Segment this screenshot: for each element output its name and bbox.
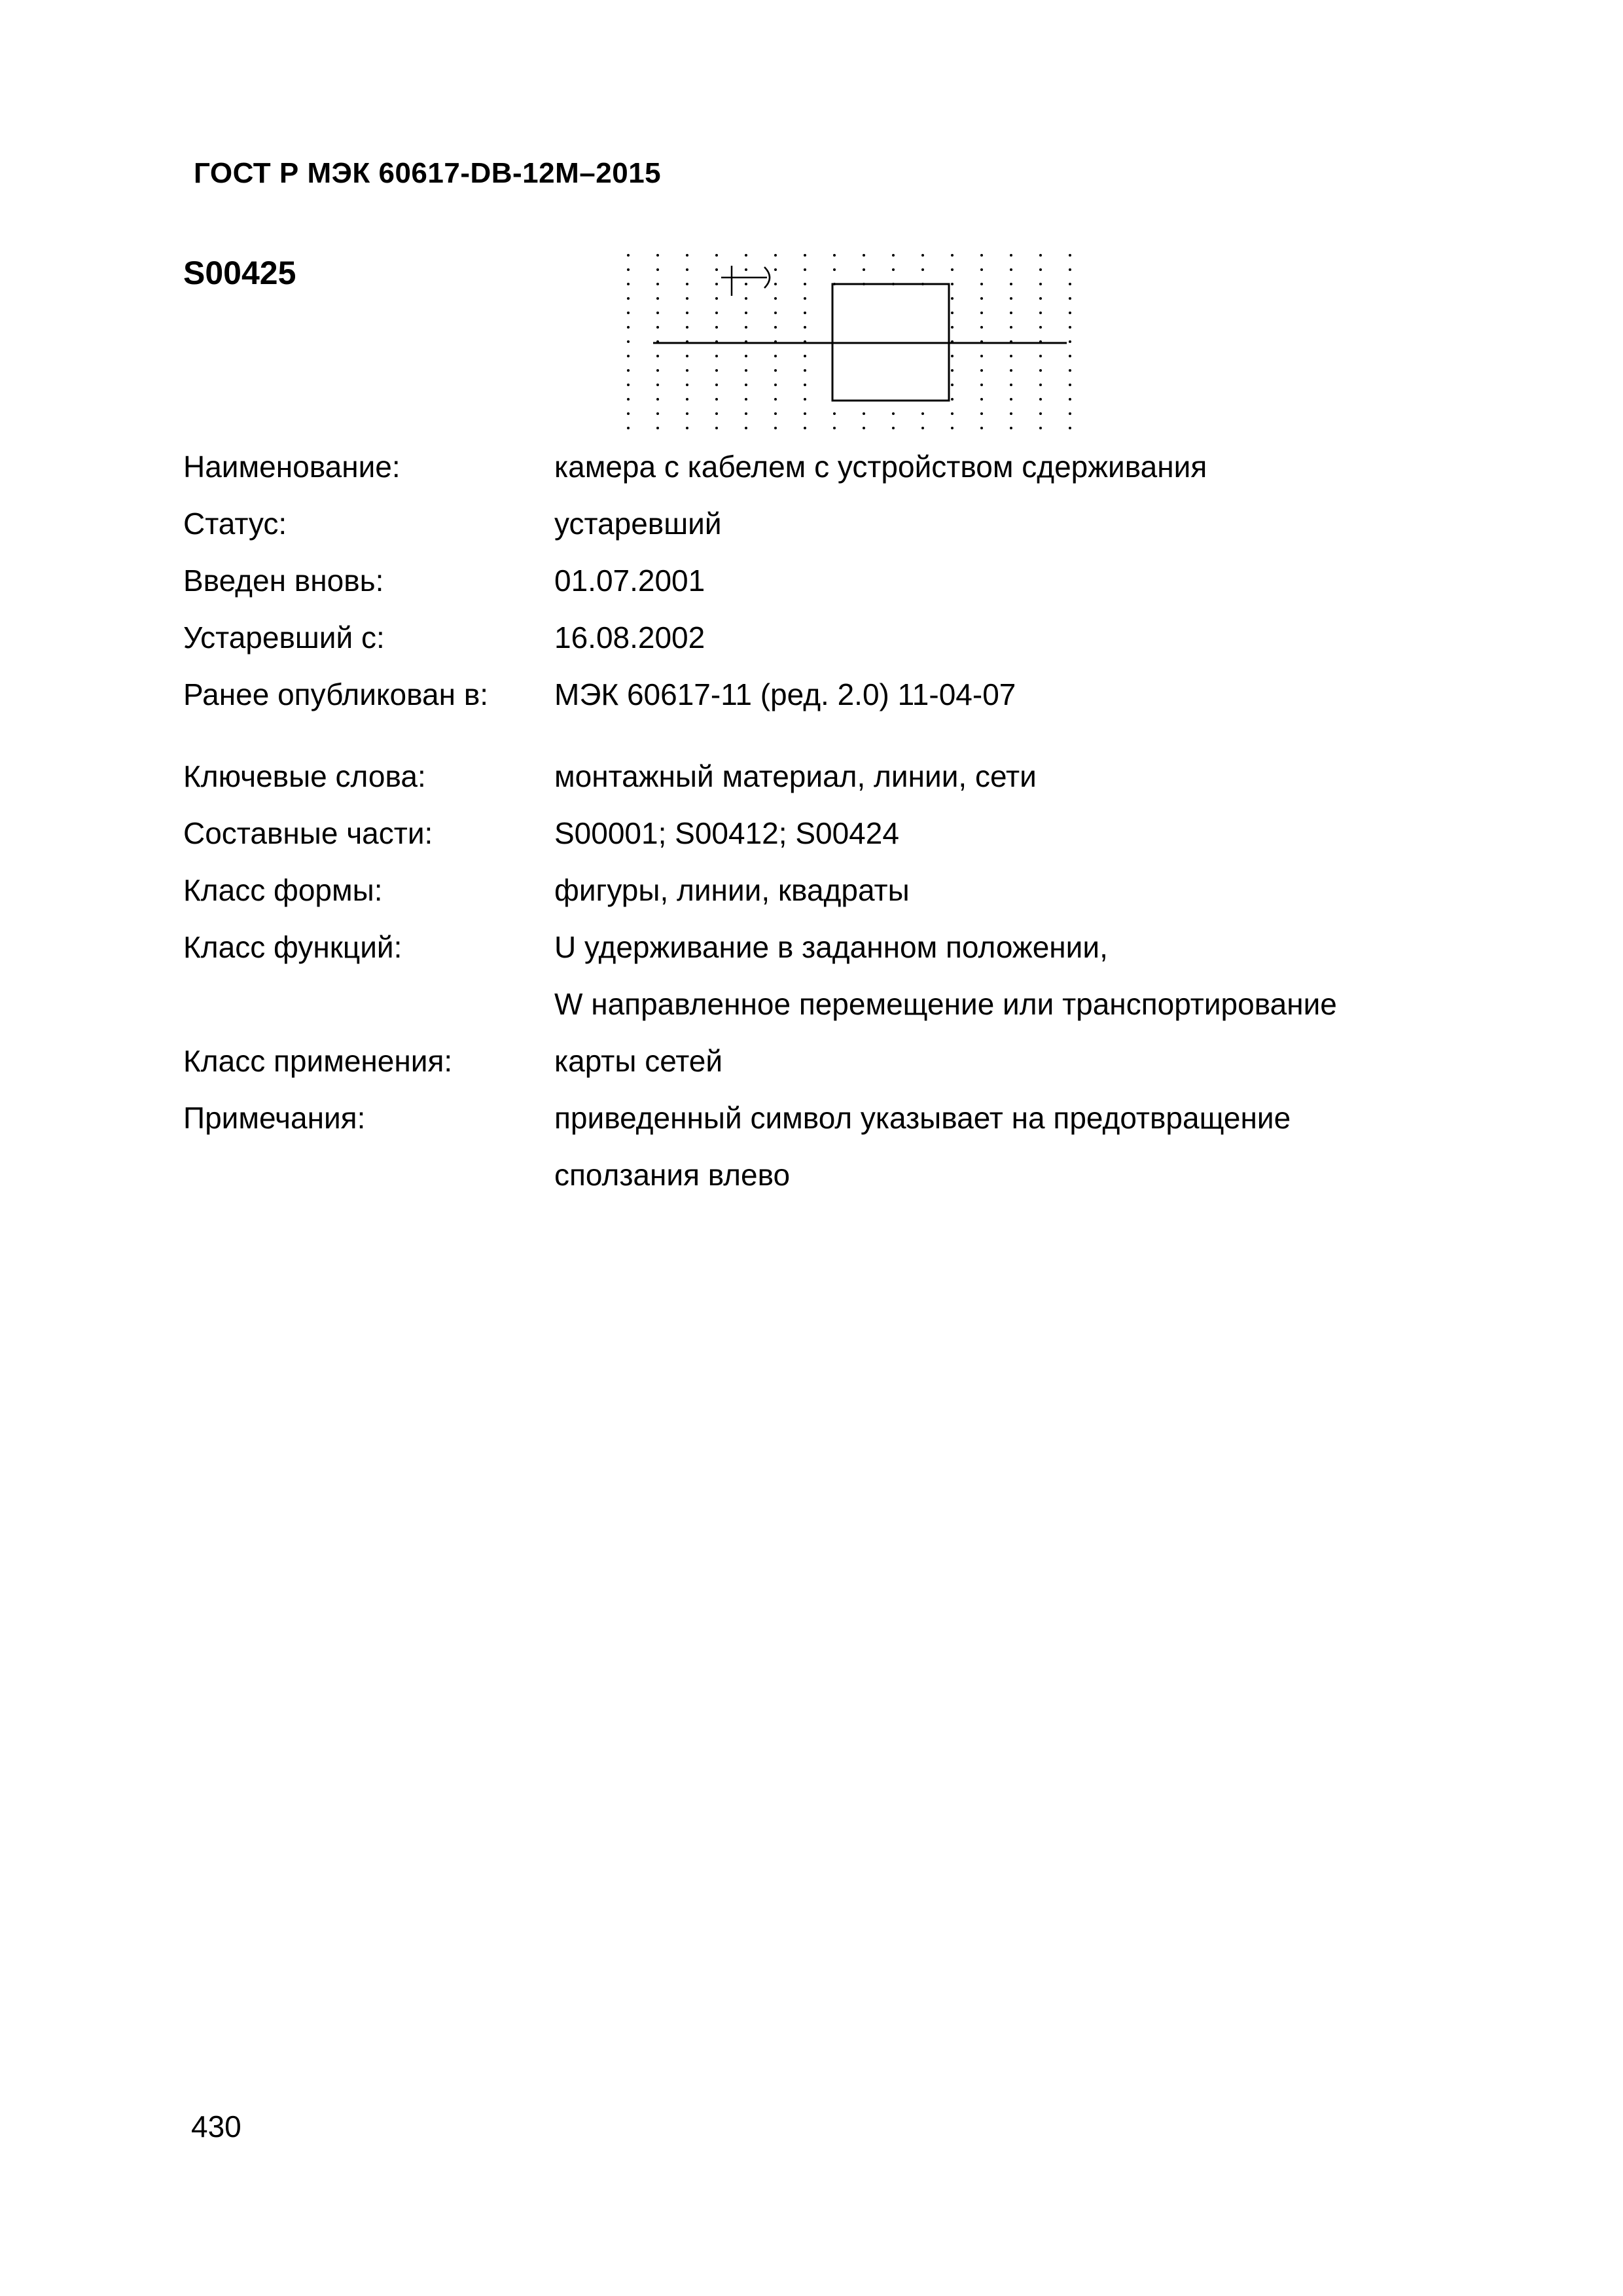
grid-dot bbox=[1039, 254, 1042, 257]
attr-value-obsolete-since: 16.08.2002 bbox=[554, 620, 705, 655]
grid-dot bbox=[1069, 312, 1071, 314]
grid-dot bbox=[980, 398, 983, 401]
grid-dot bbox=[774, 268, 777, 271]
grid-dot bbox=[745, 384, 747, 386]
grid-dot bbox=[804, 283, 806, 285]
grid-dot bbox=[656, 268, 659, 271]
grid-dot bbox=[1069, 340, 1071, 343]
grid-dot bbox=[951, 326, 954, 329]
grid-dot bbox=[1039, 412, 1042, 415]
attr-row-components bbox=[183, 805, 1492, 862]
grid-dot bbox=[774, 312, 777, 314]
grid-dot bbox=[980, 283, 983, 285]
grid-dot bbox=[804, 384, 806, 386]
grid-dot bbox=[951, 312, 954, 314]
attribute-table bbox=[183, 439, 1492, 1204]
grid-dot bbox=[1010, 268, 1012, 271]
grid-dot bbox=[892, 254, 895, 257]
grid-dot bbox=[715, 326, 718, 329]
grid-dot bbox=[804, 268, 806, 271]
grid-dot bbox=[774, 355, 777, 357]
grid-dot bbox=[627, 384, 630, 386]
grid-dot bbox=[656, 326, 659, 329]
grid-dot bbox=[951, 369, 954, 372]
grid-dot bbox=[627, 427, 630, 429]
grid-dot bbox=[686, 369, 688, 372]
page-number: 430 bbox=[191, 2109, 241, 2144]
notes-line: сползания влево bbox=[554, 1158, 791, 1192]
attr-value-introduced: 01.07.2001 bbox=[554, 564, 705, 598]
attr-value-application-class: карты сетей bbox=[554, 1044, 723, 1078]
grid-dot bbox=[921, 427, 924, 429]
grid-dot bbox=[1039, 427, 1042, 429]
grid-dot bbox=[980, 355, 983, 357]
grid-dot bbox=[1039, 312, 1042, 314]
grid-dot bbox=[715, 398, 718, 401]
grid-dot bbox=[1069, 326, 1071, 329]
grid-dot bbox=[656, 398, 659, 401]
grid-dot bbox=[627, 254, 630, 257]
grid-dot bbox=[1010, 312, 1012, 314]
grid-dot bbox=[980, 254, 983, 257]
attr-row-name bbox=[183, 439, 1492, 495]
attr-row-published-in bbox=[183, 666, 1492, 723]
grid-dot bbox=[804, 312, 806, 314]
grid-dot bbox=[656, 254, 659, 257]
function-class-line: W направленное перемещение или транспортирование bbox=[554, 987, 1337, 1021]
grid-dot bbox=[892, 268, 895, 271]
grid-dot bbox=[745, 355, 747, 357]
grid-dot bbox=[863, 412, 865, 415]
attr-value-published-in: МЭК 60617-11 (ред. 2.0) 11-04-07 bbox=[554, 677, 1016, 711]
grid-dot bbox=[1069, 283, 1071, 285]
grid-dot bbox=[686, 326, 688, 329]
notes-line: приведенный символ указывает на предотвращение bbox=[554, 1101, 1291, 1135]
grid-dot bbox=[627, 412, 630, 415]
grid-dot bbox=[1069, 427, 1071, 429]
grid-dot bbox=[804, 326, 806, 329]
grid-dot bbox=[1010, 412, 1012, 415]
grid-dot bbox=[745, 312, 747, 314]
attr-row-application-class bbox=[183, 1033, 1492, 1090]
function-class-line: U удерживание в заданном положении, bbox=[554, 930, 1108, 964]
attr-label-notes: Примечания: bbox=[183, 1101, 366, 1135]
attr-label-obsolete-since: Устаревший с: bbox=[183, 620, 385, 655]
grid-dot bbox=[1069, 297, 1071, 300]
attr-row-notes bbox=[183, 1090, 1492, 1204]
grid-dot bbox=[1069, 398, 1071, 401]
grid-dot bbox=[804, 355, 806, 357]
symbol-drawing bbox=[622, 243, 1080, 433]
grid-dot bbox=[715, 297, 718, 300]
grid-dot bbox=[804, 254, 806, 257]
attr-label-introduced: Введен вновь: bbox=[183, 564, 384, 598]
grid-dot bbox=[656, 312, 659, 314]
grid-dot bbox=[1010, 297, 1012, 300]
grid-dot bbox=[627, 398, 630, 401]
attr-row-status bbox=[183, 495, 1492, 552]
grid-dot bbox=[715, 427, 718, 429]
grid-dot bbox=[980, 312, 983, 314]
attr-value-components: S00001; S00412; S00424 bbox=[554, 816, 899, 850]
attr-value-shape-class: фигуры, линии, квадраты bbox=[554, 873, 910, 907]
grid-dot bbox=[1010, 254, 1012, 257]
grid-dot bbox=[774, 427, 777, 429]
grid-dot bbox=[951, 254, 954, 257]
grid-dot bbox=[804, 369, 806, 372]
grid-dot bbox=[774, 398, 777, 401]
grid-dot bbox=[627, 369, 630, 372]
grid-dot bbox=[656, 369, 659, 372]
attr-row-introduced bbox=[183, 552, 1492, 609]
grid-dot bbox=[686, 297, 688, 300]
grid-dot bbox=[745, 297, 747, 300]
grid-dot bbox=[745, 412, 747, 415]
grid-dot bbox=[1069, 384, 1071, 386]
grid-dot bbox=[686, 283, 688, 285]
grid-dot bbox=[804, 297, 806, 300]
grid-dot bbox=[656, 355, 659, 357]
grid-dot bbox=[863, 254, 865, 257]
grid-dot bbox=[715, 369, 718, 372]
grid-dot bbox=[892, 412, 895, 415]
grid-dot bbox=[686, 254, 688, 257]
attr-row-function-class bbox=[183, 919, 1492, 1033]
grid-dot bbox=[1069, 355, 1071, 357]
grid-dot bbox=[951, 427, 954, 429]
grid-dot bbox=[1039, 268, 1042, 271]
grid-dot bbox=[1039, 297, 1042, 300]
attr-value-function-class bbox=[554, 919, 1492, 1033]
grid-dot bbox=[980, 297, 983, 300]
grid-dot bbox=[892, 427, 895, 429]
grid-dot bbox=[715, 384, 718, 386]
grid-dot bbox=[686, 355, 688, 357]
grid-dot bbox=[1069, 268, 1071, 271]
grid-dot bbox=[833, 268, 836, 271]
standard-header: ГОСТ Р МЭК 60617-DB-12M–2015 bbox=[194, 157, 662, 189]
grid-dot bbox=[774, 326, 777, 329]
grid-dot bbox=[863, 427, 865, 429]
attr-label-function-class: Класс функций: bbox=[183, 930, 402, 964]
grid-dot bbox=[1039, 326, 1042, 329]
grid-dot bbox=[656, 412, 659, 415]
grid-dot bbox=[686, 268, 688, 271]
grid-dot bbox=[774, 384, 777, 386]
grid-dot bbox=[1069, 254, 1071, 257]
grid-dot bbox=[921, 254, 924, 257]
grid-dot bbox=[980, 384, 983, 386]
grid-dot bbox=[951, 268, 954, 271]
grid-dot bbox=[1010, 398, 1012, 401]
grid-dot bbox=[1039, 369, 1042, 372]
grid-dot bbox=[656, 283, 659, 285]
attr-value-name: камера с кабелем с устройством сдерживания bbox=[554, 450, 1207, 484]
grid-dot bbox=[656, 427, 659, 429]
symbol-code: S00425 bbox=[183, 255, 296, 291]
attr-row-obsolete-since bbox=[183, 609, 1492, 666]
grid-dot bbox=[745, 283, 747, 285]
grid-dot bbox=[1010, 283, 1012, 285]
attr-value-keywords: монтажный материал, линии, сети bbox=[554, 759, 1037, 793]
grid-dot bbox=[1069, 412, 1071, 415]
grid-dot bbox=[745, 369, 747, 372]
grid-dot bbox=[1069, 369, 1071, 372]
grid-dot bbox=[686, 312, 688, 314]
grid-dot bbox=[980, 268, 983, 271]
grid-dot bbox=[951, 355, 954, 357]
grid-dot bbox=[833, 254, 836, 257]
grid-dot bbox=[833, 412, 836, 415]
attr-label-status: Статус: bbox=[183, 507, 287, 541]
attr-label-components: Составные части: bbox=[183, 816, 433, 850]
attr-row-shape-class bbox=[183, 862, 1492, 919]
grid-dot bbox=[980, 326, 983, 329]
grid-dot bbox=[745, 398, 747, 401]
grid-dot bbox=[715, 412, 718, 415]
grid-dot bbox=[686, 412, 688, 415]
grid-dot bbox=[774, 254, 777, 257]
grid-dot bbox=[980, 427, 983, 429]
grid-dot bbox=[627, 297, 630, 300]
attr-label-shape-class: Класс формы: bbox=[183, 873, 383, 907]
grid-dot bbox=[951, 412, 954, 415]
grid-dot bbox=[1010, 427, 1012, 429]
grid-dot bbox=[804, 412, 806, 415]
grid-dot bbox=[921, 268, 924, 271]
attr-label-keywords: Ключевые слова: bbox=[183, 759, 426, 793]
grid-dot bbox=[627, 355, 630, 357]
grid-dot bbox=[1039, 355, 1042, 357]
grid-dot bbox=[951, 384, 954, 386]
grid-dot bbox=[627, 326, 630, 329]
grid-dot bbox=[774, 297, 777, 300]
attr-value-status: устаревший bbox=[554, 507, 722, 541]
grid-dot bbox=[627, 268, 630, 271]
grid-dot bbox=[980, 412, 983, 415]
attr-value-notes bbox=[554, 1090, 1492, 1204]
grid-dot bbox=[774, 283, 777, 285]
grid-dot bbox=[951, 283, 954, 285]
grid-dot bbox=[980, 369, 983, 372]
grid-dot bbox=[686, 427, 688, 429]
grid-dot bbox=[1039, 283, 1042, 285]
grid-dot bbox=[656, 384, 659, 386]
grid-dot bbox=[951, 297, 954, 300]
grid-dot bbox=[1010, 384, 1012, 386]
grid-dot bbox=[715, 355, 718, 357]
grid-dot bbox=[863, 268, 865, 271]
grid-dot bbox=[745, 326, 747, 329]
grid-dot bbox=[921, 412, 924, 415]
grid-dot bbox=[686, 384, 688, 386]
grid-dot bbox=[627, 340, 630, 343]
grid-dot bbox=[1039, 398, 1042, 401]
attr-row-keywords bbox=[183, 748, 1492, 805]
grid-dot bbox=[1039, 384, 1042, 386]
grid-dot bbox=[715, 283, 718, 285]
grid-dot bbox=[715, 254, 718, 257]
grid-dot bbox=[715, 268, 718, 271]
grid-dot bbox=[1010, 369, 1012, 372]
attr-label-name: Наименование: bbox=[183, 450, 401, 484]
grid-dot bbox=[774, 369, 777, 372]
grid-dot bbox=[745, 254, 747, 257]
grid-dot bbox=[627, 312, 630, 314]
grid-dot bbox=[804, 398, 806, 401]
grid-dot bbox=[951, 398, 954, 401]
grid-dot bbox=[715, 312, 718, 314]
grid-dot bbox=[804, 427, 806, 429]
grid-dot bbox=[774, 412, 777, 415]
grid-dot bbox=[745, 268, 747, 271]
grid-dot bbox=[656, 297, 659, 300]
attr-label-published-in: Ранее опубликован в: bbox=[183, 677, 489, 711]
grid-dot bbox=[1010, 355, 1012, 357]
grid-dot bbox=[833, 427, 836, 429]
grid-dot bbox=[1010, 326, 1012, 329]
grid-dot bbox=[627, 283, 630, 285]
grid-dot bbox=[686, 398, 688, 401]
grid-dot bbox=[745, 427, 747, 429]
attr-label-application-class: Класс применения: bbox=[183, 1044, 453, 1078]
